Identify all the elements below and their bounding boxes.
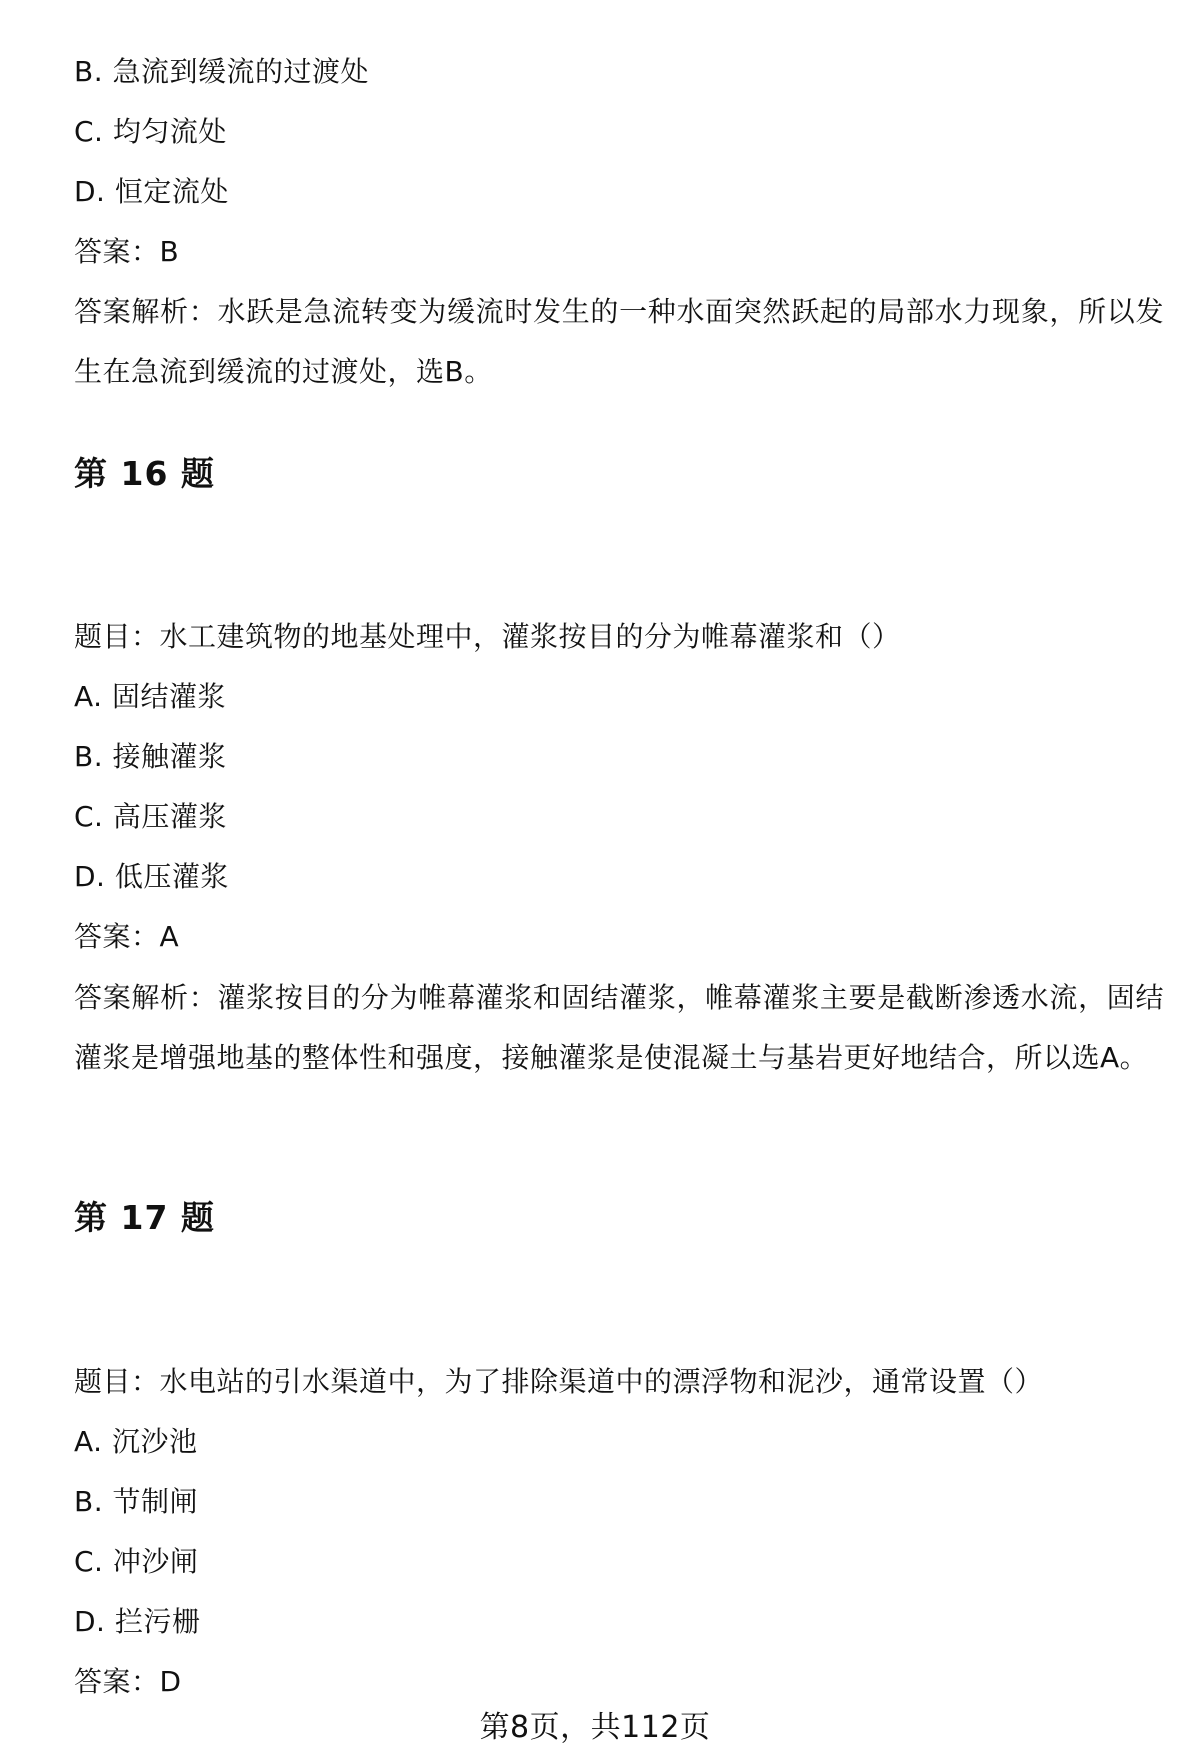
q16-option-b: B. 接触灌浆	[74, 740, 227, 773]
q16-option-a: A. 固结灌浆	[74, 680, 226, 713]
q17-option-a: A. 沉沙池	[74, 1425, 198, 1458]
q16-heading: 第 16 题	[74, 454, 215, 493]
q17-option-b: B. 节制闸	[74, 1485, 199, 1518]
q17-answer: 答案：D	[74, 1665, 182, 1698]
q16-analysis: 答案解析：灌浆按目的分为帷幕灌浆和固结灌浆，帷幕灌浆主要是截断渗透水流，固结灌浆是增强地基的整体性和强度，接触灌浆是使混凝土与基岩更好地结合，所以选A。	[74, 981, 1164, 1074]
q16-option-c: C. 高压灌浆	[74, 800, 227, 833]
q16-answer: 答案：A	[74, 920, 180, 953]
q16-option-d: D. 低压灌浆	[74, 860, 229, 893]
q17-question: 题目：水电站的引水渠道中，为了排除渠道中的漂浮物和泥沙，通常设置（）	[74, 1365, 1044, 1398]
q17-option-d: D. 拦污栅	[74, 1605, 201, 1638]
q17-option-c: C. 冲沙闸	[74, 1545, 199, 1578]
q15-analysis: 答案解析：水跃是急流转变为缓流时发生的一种水面突然跃起的局部水力现象，所以发生在急流到缓流的过渡处，选B。	[74, 295, 1164, 388]
q15-option-d: D. 恒定流处	[74, 175, 229, 208]
q16-question: 题目：水工建筑物的地基处理中，灌浆按目的分为帷幕灌浆和（）	[74, 620, 901, 653]
q15-option-b: B. 急流到缓流的过渡处	[74, 55, 370, 88]
q15-answer: 答案：B	[74, 235, 180, 268]
q17-heading: 第 17 题	[74, 1198, 215, 1237]
q15-option-c: C. 均匀流处	[74, 115, 227, 148]
page-number-footer: 第8页，共112页	[479, 1710, 711, 1745]
